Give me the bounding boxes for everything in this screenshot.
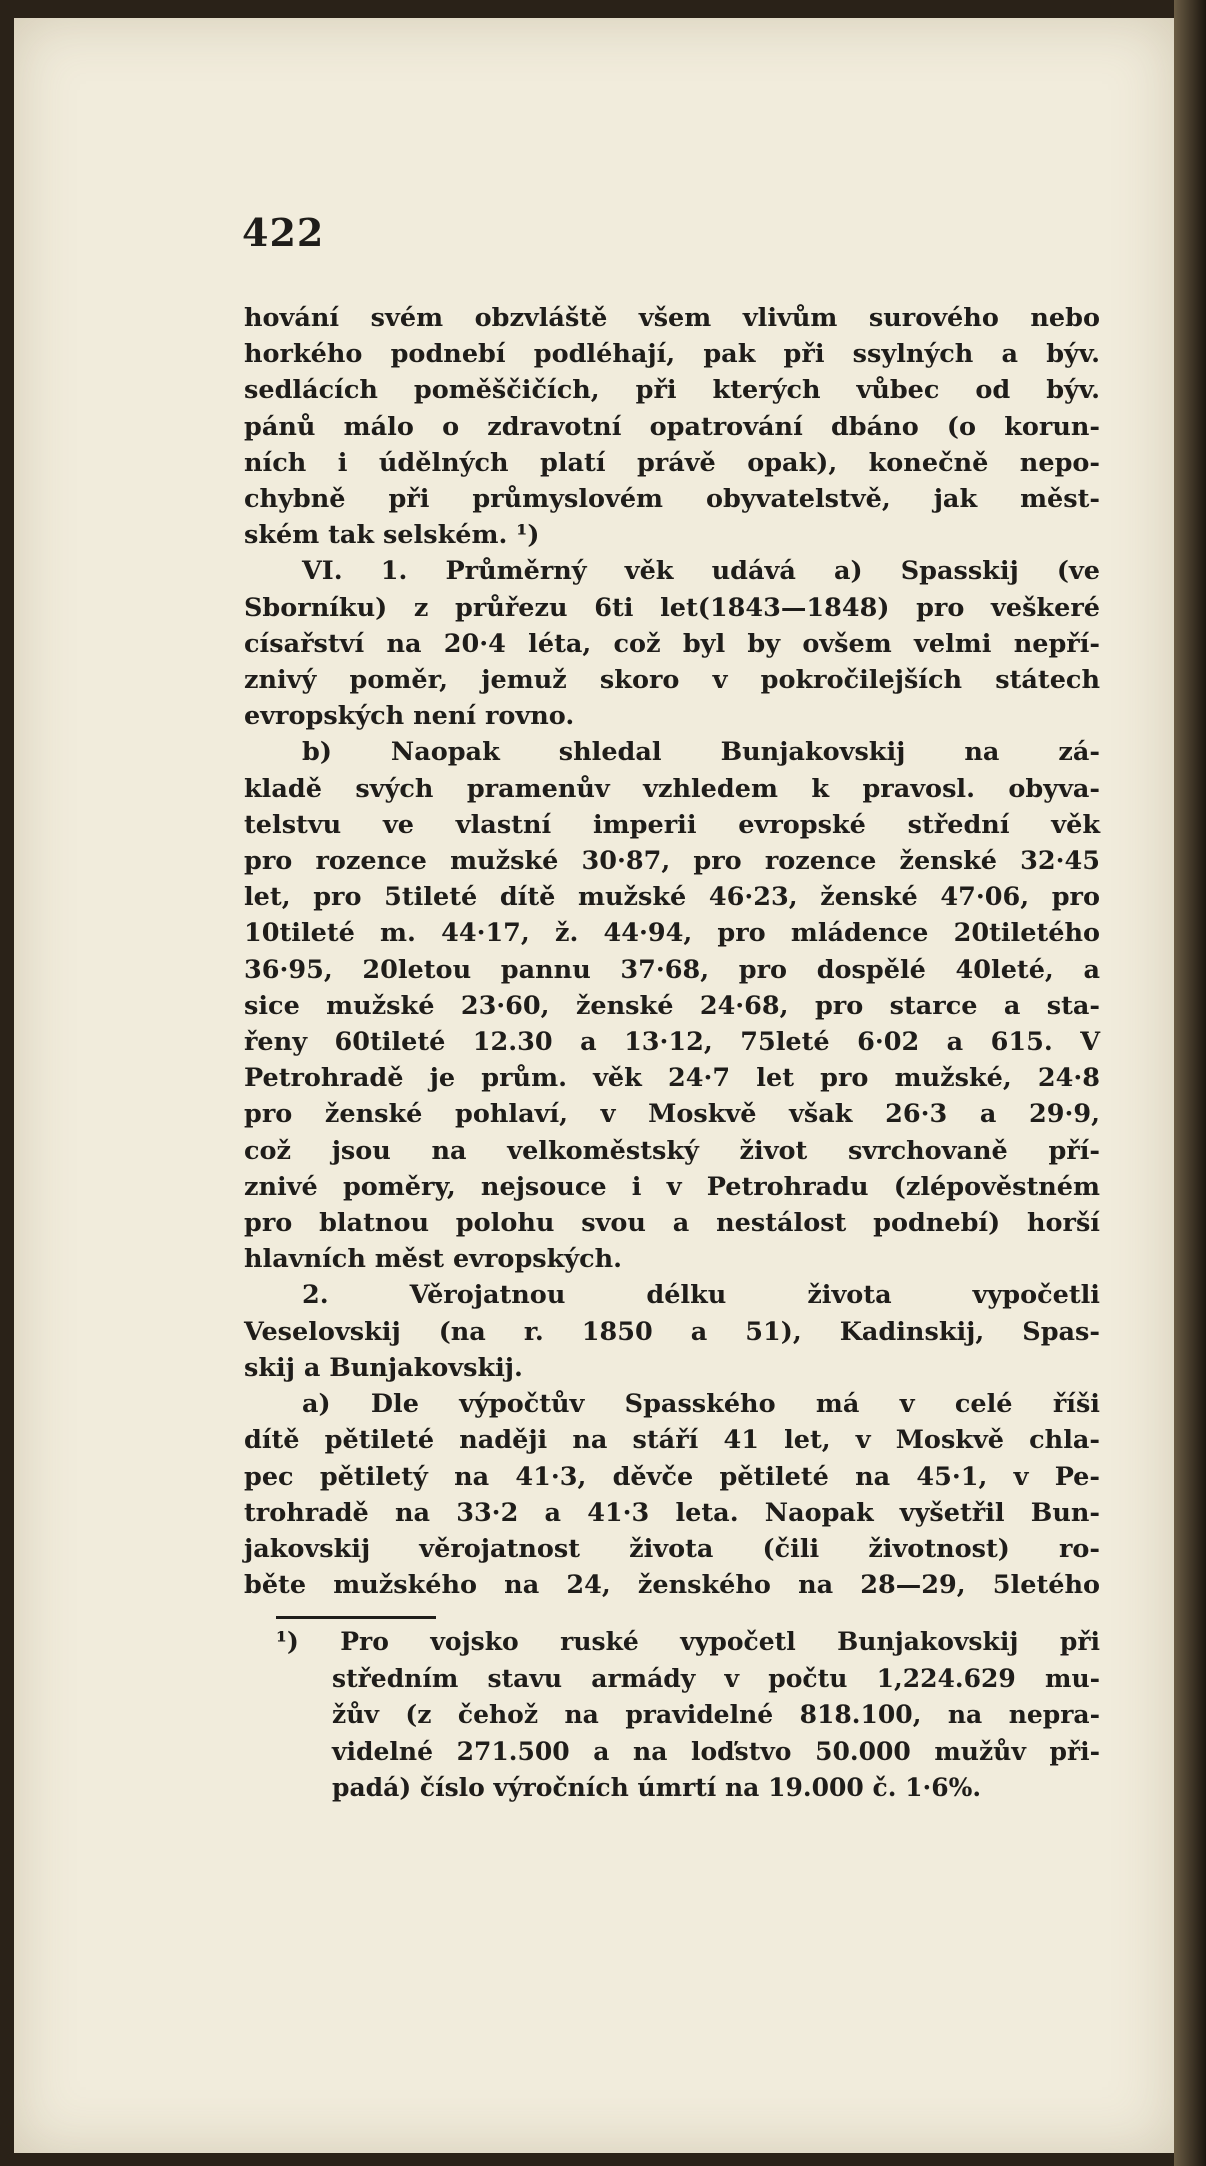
text-line: pec pětiletý na 41·3, děvče pětileté na 45·1, v Pe- <box>244 1461 1100 1492</box>
text-line: let, pro 5tileté dítě mužské 46·23, ženské 47·06, pro <box>244 882 1100 913</box>
text-line: ském tak selském. ¹) <box>244 520 540 551</box>
text-line: což jsou na velkoměstský život svrchovaně pří- <box>244 1135 1100 1166</box>
text-line: horkého podnebí podléhají, pak při ssylných a býv. <box>244 339 1100 370</box>
footnote-line: ¹) Pro vojsko ruské vypočetl Bunjakovskij při <box>276 1627 1100 1656</box>
text-line: trohradě na 33·2 a 41·3 leta. Naopak vyšetřil Bun- <box>244 1497 1100 1528</box>
text-line: hlavních měst evropských. <box>244 1244 623 1275</box>
text-line: 2. Věrojatnou délku života vypočetli <box>302 1280 1100 1311</box>
text-line: skij a Bunjakovskij. <box>244 1352 523 1383</box>
footnote-line: žův (z čehož na pravidelné 818.100, na nepra- <box>332 1700 1100 1729</box>
text-line: dítě pětileté naději na stáří 41 let, v Moskvě chla- <box>244 1425 1100 1456</box>
footnote-divider <box>276 1616 436 1619</box>
text-line: a) Dle výpočtův Spasského má v celé říši <box>302 1389 1100 1420</box>
text-line: pro rozence mužské 30·87, pro rozence ženské 32·45 <box>244 846 1100 877</box>
text-line: sice mužské 23·60, ženské 24·68, pro starce a sta- <box>244 990 1100 1021</box>
text-line: kladě svých pramenův vzhledem k pravosl. obyva- <box>244 773 1100 804</box>
text-line: chybně při průmyslovém obyvatelstvě, jak měst- <box>244 484 1100 515</box>
text-line: Sborníku) z průřezu 6ti let(1843—1848) pro veškeré <box>244 592 1100 623</box>
page-number: 422 <box>242 210 325 255</box>
text-line: 10tileté m. 44·17, ž. 44·94, pro mládence 20tiletého <box>244 918 1100 949</box>
text-line: znivé poměry, nejsouce i v Petrohradu (zlépověstném <box>244 1171 1100 1202</box>
text-line: Petrohradě je prům. věk 24·7 let pro mužské, 24·8 <box>244 1063 1100 1094</box>
text-line: b) Naopak shledal Bunjakovskij na zá- <box>302 737 1100 768</box>
text-line: telstvu ve vlastní imperii evropské střední věk <box>244 809 1100 840</box>
text-line: znivý poměr, jemuž skoro v pokročilejších státech <box>244 665 1100 696</box>
text-line: evropských není rovno. <box>244 701 575 732</box>
footnote-line: videlné 271.500 a na loďstvo 50.000 mužův při- <box>332 1736 1100 1766</box>
text-line: ních i údělných platí právě opak), konečně nepo- <box>244 447 1100 478</box>
page-edge-shadow <box>1174 0 1206 2166</box>
text-line: pro blatnou polohu svou a nestálost podnebí) horší <box>244 1208 1100 1239</box>
text-line: řeny 60tileté 12.30 a 13·12, 75leté 6·02 a 615. V <box>244 1027 1100 1058</box>
body-text <box>244 300 1100 1603</box>
footnote-line: padá) číslo výročních úmrtí na 19.000 č. 1·6%. <box>332 1773 982 1802</box>
text-line: VI. 1. Průměrný věk udává a) Spasskij (ve <box>302 556 1100 587</box>
text-line: pro ženské pohlaví, v Moskvě však 26·3 a 29·9, <box>244 1099 1100 1130</box>
book-page <box>14 18 1174 2153</box>
text-line: jakovskij věrojatnost života (čili životnost) ro- <box>244 1533 1100 1564</box>
text-line: běte mužského na 24, ženského na 28—29, 5letého <box>244 1570 1100 1601</box>
text-line: Veselovskij (na r. 1850 a 51), Kadinskij, Spas- <box>244 1316 1100 1347</box>
text-line: 36·95, 20letou pannu 37·68, pro dospělé 40leté, a <box>244 954 1100 985</box>
footnote <box>276 1624 1100 1807</box>
text-line: hování svém obzvláště všem vlivům surového nebo <box>244 303 1100 333</box>
text-line: pánů málo o zdravotní opatrování dbáno (o korun- <box>244 411 1100 442</box>
footnote-line: středním stavu armády v počtu 1,224.629 mu- <box>332 1663 1100 1693</box>
text-line: sedlácích poměščičích, při kterých vůbec od býv. <box>244 375 1100 406</box>
text-line: císařství na 20·4 léta, což byl by ovšem velmi nepří- <box>244 628 1100 659</box>
